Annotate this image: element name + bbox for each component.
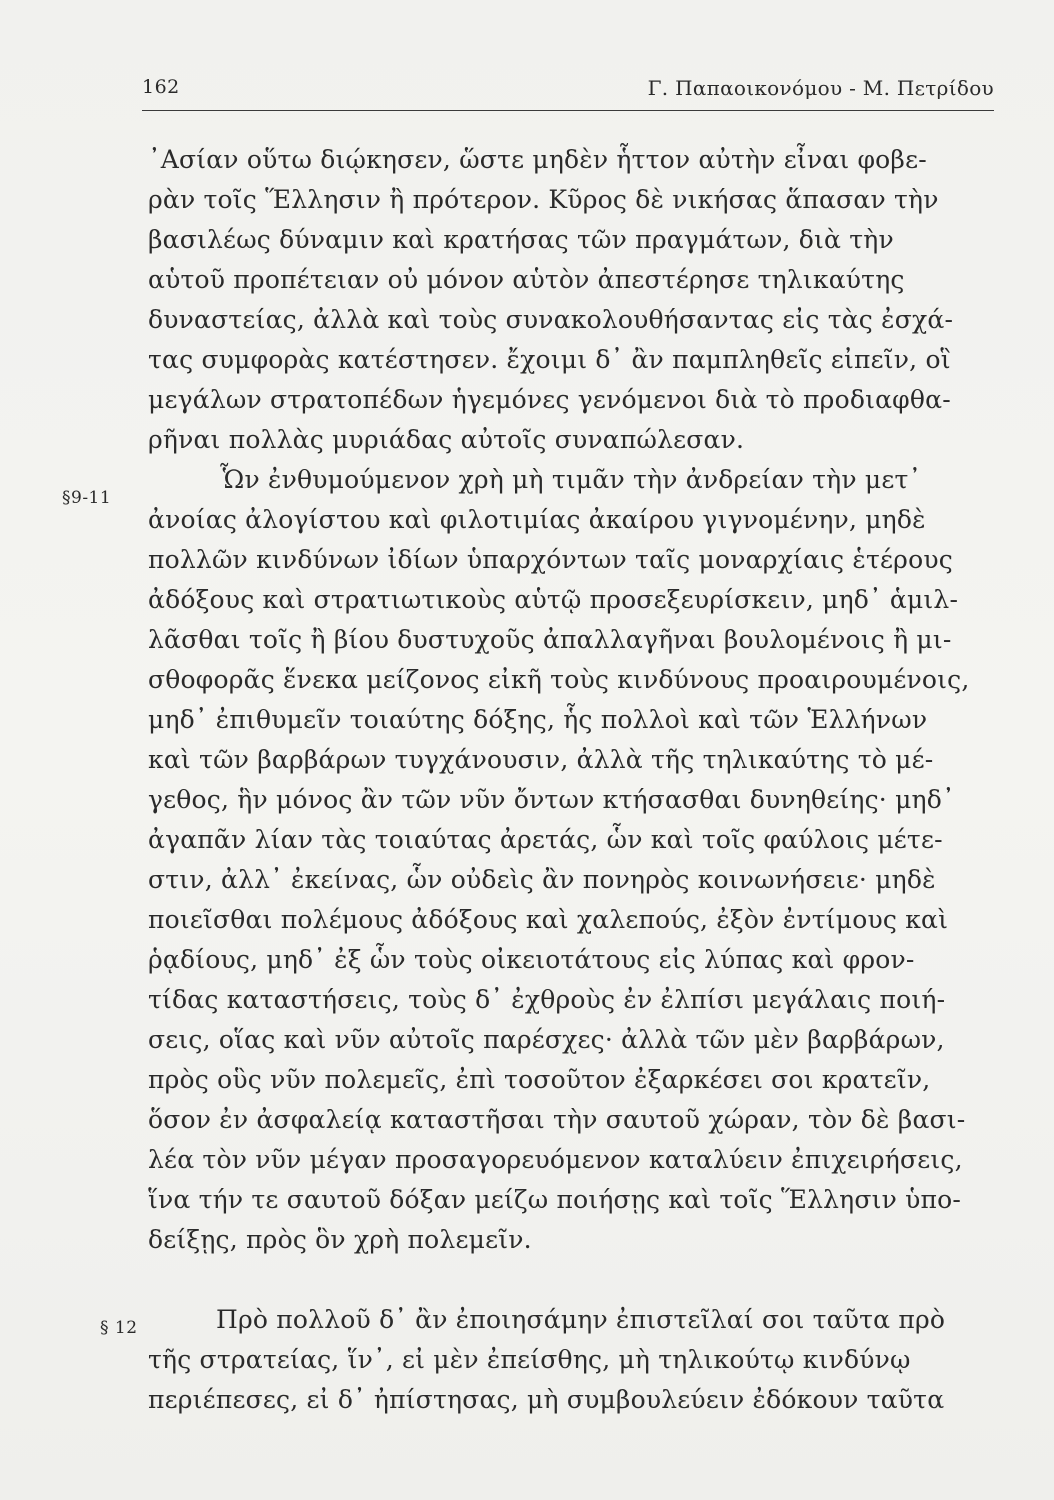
text-line: λᾶσθαι τοῖς ἢ βίου δυστυχοῦς ἀπαλλαγῆναι βουλομένοις ἢ μι-	[148, 625, 952, 654]
text-line: δυναστείας, ἀλλὰ καὶ τοὺς συνακολουθήσαντας εἰς τὰς ἐσχά-	[148, 305, 954, 334]
text-line: περιέπεσες, εἰ δ᾽ ἠπίστησας, μὴ συμβουλεύειν ἐδόκουν ταῦτα	[148, 1385, 945, 1414]
text-line: ἀγαπᾶν λίαν τὰς τοιαύτας ἀρετάς, ὧν καὶ τοῖς φαύλοις μέτε-	[148, 825, 943, 854]
text-line: πολλῶν κινδύνων ἰδίων ὑπαρχόντων ταῖς μοναρχίαις ἑτέρους	[148, 545, 953, 574]
text-line: ρὰν τοῖς Ἕλλησιν ἢ πρότερον. Κῦρος δὲ νικήσας ἅπασαν τὴν	[148, 185, 939, 214]
page-number: 162	[142, 76, 180, 98]
margin-reference-9-11: §9-11	[62, 488, 112, 508]
text-line: πρὸς οὓς νῦν πολεμεῖς, ἐπὶ τοσοῦτον ἐξαρκέσει σοι κρατεῖν,	[148, 1065, 931, 1094]
text-line: Ὧν ἐνθυμούμενον χρὴ μὴ τιμᾶν τὴν ἀνδρείαν τὴν μετ᾽	[220, 465, 922, 494]
text-line: λέα τὸν νῦν μέγαν προσαγορευόμενον καταλύειν ἐπιχειρήσεις,	[148, 1145, 963, 1174]
text-line: μηδ᾽ ἐπιθυμεῖν τοιαύτης δόξης, ἧς πολλοὶ καὶ τῶν Ἑλλήνων	[148, 705, 928, 734]
margin-reference-12: § 12	[100, 1318, 138, 1338]
text-line: ῥᾳδίους, μηδ᾽ ἐξ ὧν τοὺς οἰκειοτάτους εἰς λύπας καὶ φρον-	[148, 945, 915, 974]
text-line: Πρὸ πολλοῦ δ᾽ ἂν ἐποιησάμην ἐπιστεῖλαί σοι ταῦτα πρὸ	[216, 1305, 946, 1334]
text-line: μεγάλων στρατοπέδων ἡγεμόνες γενόμενοι διὰ τὸ προδιαφθα-	[148, 385, 951, 414]
text-line: σθοφορᾶς ἕνεκα μείζονος εἰκῆ τοὺς κινδύνους προαιρουμένοις,	[148, 665, 970, 694]
header-rule	[142, 110, 994, 111]
text-line: ἵνα τήν τε σαυτοῦ δόξαν μείζω ποιήσῃς καὶ τοῖς Ἕλλησιν ὑπο-	[148, 1185, 962, 1214]
text-line: ἀνοίας ἀλογίστου καὶ φιλοτιμίας ἀκαίρου γιγνομένην, μηδὲ	[148, 505, 926, 534]
text-line: καὶ τῶν βαρβάρων τυγχάνουσιν, ἀλλὰ τῆς τηλικαύτης τὸ μέ-	[148, 745, 934, 774]
text-line: τῆς στρατείας, ἵν᾽, εἰ μὲν ἐπείσθης, μὴ τηλικούτῳ κινδύνῳ	[148, 1345, 911, 1374]
text-line: στιν, ἀλλ᾽ ἐκείνας, ὧν οὐδεὶς ἂν πονηρὸς κοινωνήσειε· μηδὲ	[148, 865, 936, 894]
text-line: σεις, οἵας καὶ νῦν αὐτοῖς παρέσχες· ἀλλὰ τῶν μὲν βαρβάρων,	[148, 1025, 945, 1054]
text-line: γεθος, ἣν μόνος ἂν τῶν νῦν ὄντων κτήσασθαι δυνηθείης· μηδ᾽	[148, 785, 955, 814]
text-line: ἀδόξους καὶ στρατιωτικοὺς αὑτῷ προσεξευρίσκειν, μηδ᾽ ἁμιλ-	[148, 585, 959, 614]
text-line: ᾽Ασίαν οὕτω διῴκησεν, ὥστε μηδὲν ἧττον αὐτὴν εἶναι φοβε-	[148, 145, 927, 174]
text-line: ὅσον ἐν ἀσφαλείᾳ καταστῆσαι τὴν σαυτοῦ χώραν, τὸν δὲ βασι-	[148, 1105, 966, 1134]
text-line: αὑτοῦ προπέτειαν οὐ μόνον αὑτὸν ἀπεστέρησε τηλικαύτης	[148, 265, 905, 294]
running-head: Γ. Παπαοικονόμου - Μ. Πετρίδου	[647, 76, 994, 100]
page-header	[142, 76, 994, 110]
text-line: τας συμφορὰς κατέστησεν. ἔχοιμι δ᾽ ἂν παμπληθεῖς εἰπεῖν, οἳ	[148, 345, 951, 374]
text-line: ποιεῖσθαι πολέμους ἀδόξους καὶ χαλεπούς, ἐξὸν ἐντίμους καὶ	[148, 905, 949, 934]
text-line: βασιλέως δύναμιν καὶ κρατήσας τῶν πραγμάτων, διὰ τὴν	[148, 225, 894, 254]
text-line: δείξῃς, πρὸς ὃν χρὴ πολεμεῖν.	[148, 1225, 532, 1254]
text-line: ρῆναι πολλὰς μυριάδας αὐτοῖς συναπώλεσαν.	[148, 425, 745, 454]
text-line: τίδας καταστήσεις, τοὺς δ᾽ ἐχθροὺς ἐν ἐλπίσι μεγάλαις ποιή-	[148, 985, 946, 1014]
